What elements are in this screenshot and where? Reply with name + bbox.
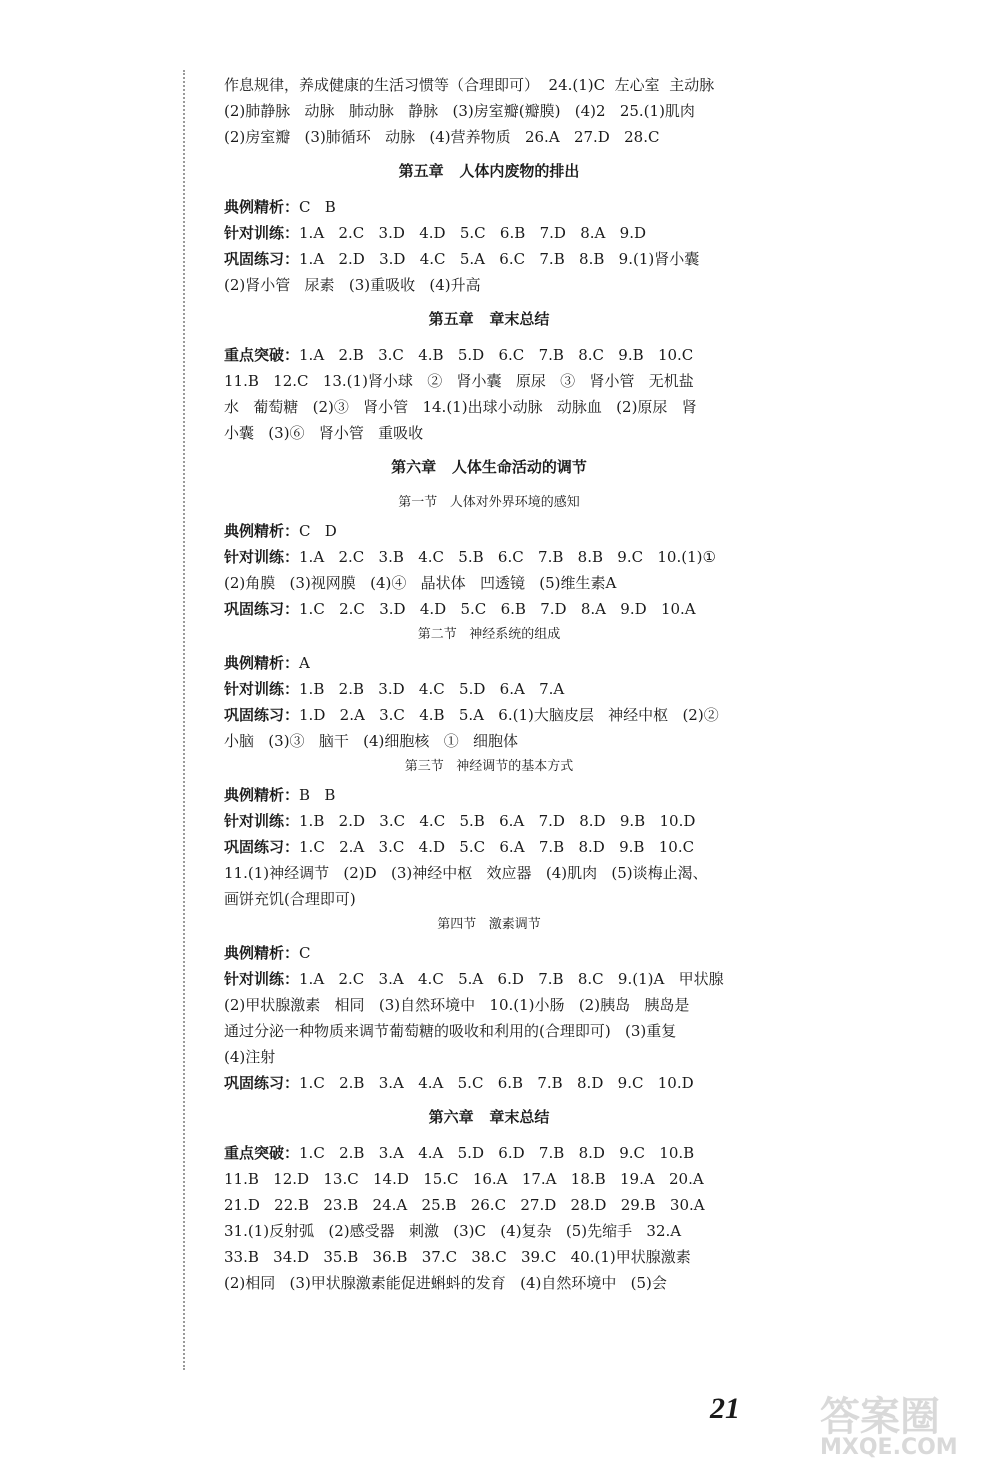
text-line: 11.B 12.C 13.(1)肾小球 ② 肾小囊 原尿 ③ 肾小管 无机盐 bbox=[224, 372, 694, 390]
answer-label: 重点突破： bbox=[224, 1144, 300, 1162]
answer-values: C B bbox=[299, 198, 336, 216]
text-line: (2)相同 (3)甲状腺激素能促进蝌蚪的发育 (4)自然环境中 (5)会 bbox=[224, 1274, 667, 1292]
answer-label: 典例精析： bbox=[224, 786, 300, 804]
answer-values: 1.C 2.A 3.C 4.D 5.C 6.A 7.B 8.D 9.B 10.C bbox=[299, 838, 695, 856]
answer-line bbox=[224, 596, 754, 622]
text-line: 21.D 22.B 23.B 24.A 25.B 26.C 27.D 28.D 29.B 30.A bbox=[224, 1196, 705, 1214]
chapter-summary-heading: 第五章 章末总结 bbox=[428, 310, 550, 328]
answer-values: 1.D 2.A 3.C 4.B 5.A 6.(1)大脑皮层 神经中枢 (2)② bbox=[299, 706, 719, 724]
answer-label: 针对训练： bbox=[224, 970, 300, 988]
chapter-heading: 第六章 人体生命活动的调节 bbox=[391, 458, 587, 476]
answer-line bbox=[224, 940, 754, 966]
answer-line bbox=[224, 220, 754, 246]
answer-values: 1.A 2.C 3.B 4.C 5.B 6.C 7.B 8.B 9.C 10.(1)① bbox=[299, 548, 716, 566]
answer-values: 1.A 2.D 3.D 4.C 5.A 6.C 7.B 8.B 9.(1)肾小囊 bbox=[299, 250, 700, 268]
answer-label: 典例精析： bbox=[224, 944, 300, 962]
chapter-heading: 第五章 人体内废物的排出 bbox=[398, 162, 580, 180]
text-line: 11.B 12.D 13.C 14.D 15.C 16.A 17.A 18.B 19.A 20.A bbox=[224, 1170, 704, 1188]
answer-label: 典例精析： bbox=[224, 522, 300, 540]
answer-values: 1.C 2.C 3.D 4.D 5.C 6.B 7.D 8.A 9.D 10.A bbox=[299, 600, 696, 618]
text-line: 小囊 (3)⑥ 肾小管 重吸收 bbox=[224, 424, 424, 442]
watermark-url: MXQE.COM bbox=[820, 1435, 958, 1460]
section-heading: 第一节 人体对外界环境的感知 bbox=[398, 495, 580, 510]
watermark-logo bbox=[820, 1385, 990, 1465]
answer-line bbox=[224, 518, 754, 544]
text-line: 11.(1)神经调节 (2)D (3)神经中枢 效应器 (4)肌肉 (5)谈梅止渴、 bbox=[224, 864, 708, 882]
text-line: 作息规律，养成健康的生活习惯等（合理即可） 24.(1)C 左心室 主动脉 bbox=[224, 76, 715, 94]
section-heading: 第四节 激素调节 bbox=[437, 917, 541, 932]
text-line: 小脑 (3)③ 脑干 (4)细胞核 ① 细胞体 bbox=[224, 732, 519, 750]
answer-line bbox=[224, 1070, 754, 1096]
answer-line bbox=[224, 834, 754, 860]
answer-label: 针对训练： bbox=[224, 548, 300, 566]
answer-label: 巩固练习： bbox=[224, 250, 300, 268]
answer-values: C D bbox=[299, 522, 337, 540]
answer-values: B B bbox=[299, 786, 336, 804]
answer-label: 巩固练习： bbox=[224, 838, 300, 856]
text-line: (2)肺静脉 动脉 肺动脉 静脉 (3)房室瓣(瓣膜) (4)2 25.(1)肌肉 bbox=[224, 102, 695, 120]
section-heading: 第二节 神经系统的组成 bbox=[417, 627, 561, 642]
watermark-text: 答案圈 bbox=[820, 1394, 940, 1440]
answer-line bbox=[224, 246, 754, 272]
answer-label: 针对训练： bbox=[224, 812, 300, 830]
text-line: 水 葡萄糖 (2)③ 肾小管 14.(1)出球小动脉 动脉血 (2)原尿 肾 bbox=[224, 398, 697, 416]
answer-values: 1.A 2.C 3.D 4.D 5.C 6.B 7.D 8.A 9.D bbox=[299, 224, 647, 242]
answer-line bbox=[224, 966, 754, 992]
answer-line bbox=[224, 342, 754, 368]
answer-values: C bbox=[299, 944, 311, 962]
answer-line bbox=[224, 1140, 754, 1166]
answer-line bbox=[224, 808, 754, 834]
answer-values: 1.C 2.B 3.A 4.A 5.D 6.D 7.B 8.D 9.C 10.B bbox=[299, 1144, 695, 1162]
answer-line bbox=[224, 650, 754, 676]
text-line: 31.(1)反射弧 (2)感受器 刺激 (3)C (4)复杂 (5)先缩手 32.A bbox=[224, 1222, 682, 1240]
answer-label: 针对训练： bbox=[224, 224, 300, 242]
answer-values: 1.B 2.D 3.C 4.C 5.B 6.A 7.D 8.D 9.B 10.D bbox=[299, 812, 696, 830]
text-line: 通过分泌一种物质来调节葡萄糖的吸收和利用的(合理即可) (3)重复 bbox=[224, 1022, 677, 1040]
answer-values: 1.B 2.B 3.D 4.C 5.D 6.A 7.A bbox=[299, 680, 565, 698]
text-line: (2)肾小管 尿素 (3)重吸收 (4)升高 bbox=[224, 276, 481, 294]
answer-label: 巩固练习： bbox=[224, 600, 300, 618]
answer-line bbox=[224, 194, 754, 220]
answer-label: 典例精析： bbox=[224, 198, 300, 216]
text-line: (2)甲状腺激素 相同 (3)自然环境中 10.(1)小肠 (2)胰岛 胰岛是 bbox=[224, 996, 690, 1014]
answer-label: 巩固练习： bbox=[224, 706, 300, 724]
answer-line bbox=[224, 544, 754, 570]
answer-label: 典例精析： bbox=[224, 654, 300, 672]
binding-margin-line bbox=[183, 70, 185, 1370]
answer-key-content bbox=[224, 72, 754, 1296]
chapter-summary-heading: 第六章 章末总结 bbox=[428, 1108, 550, 1126]
answer-line bbox=[224, 676, 754, 702]
answer-label: 重点突破： bbox=[224, 346, 300, 364]
answer-values: 1.C 2.B 3.A 4.A 5.C 6.B 7.B 8.D 9.C 10.D bbox=[299, 1074, 694, 1092]
text-line: (2)房室瓣 (3)肺循环 动脉 (4)营养物质 26.A 27.D 28.C bbox=[224, 128, 660, 146]
answer-label: 针对训练： bbox=[224, 680, 300, 698]
answer-line bbox=[224, 782, 754, 808]
page-number: 21 bbox=[710, 1392, 740, 1425]
answer-values: 1.A 2.C 3.A 4.C 5.A 6.D 7.B 8.C 9.(1)A 甲状腺 bbox=[299, 970, 724, 988]
text-line: (4)注射 bbox=[224, 1048, 276, 1066]
section-heading: 第三节 神经调节的基本方式 bbox=[404, 759, 574, 774]
text-line: 画饼充饥(合理即可) bbox=[224, 890, 356, 908]
answer-values: 1.A 2.B 3.C 4.B 5.D 6.C 7.B 8.C 9.B 10.C bbox=[299, 346, 694, 364]
answer-values: A bbox=[299, 654, 310, 672]
answer-label: 巩固练习： bbox=[224, 1074, 300, 1092]
text-line: 33.B 34.D 35.B 36.B 37.C 38.C 39.C 40.(1)甲状腺激素 bbox=[224, 1248, 691, 1266]
answer-line bbox=[224, 702, 754, 728]
text-line: (2)角膜 (3)视网膜 (4)④ 晶状体 凹透镜 (5)维生素A bbox=[224, 574, 617, 592]
